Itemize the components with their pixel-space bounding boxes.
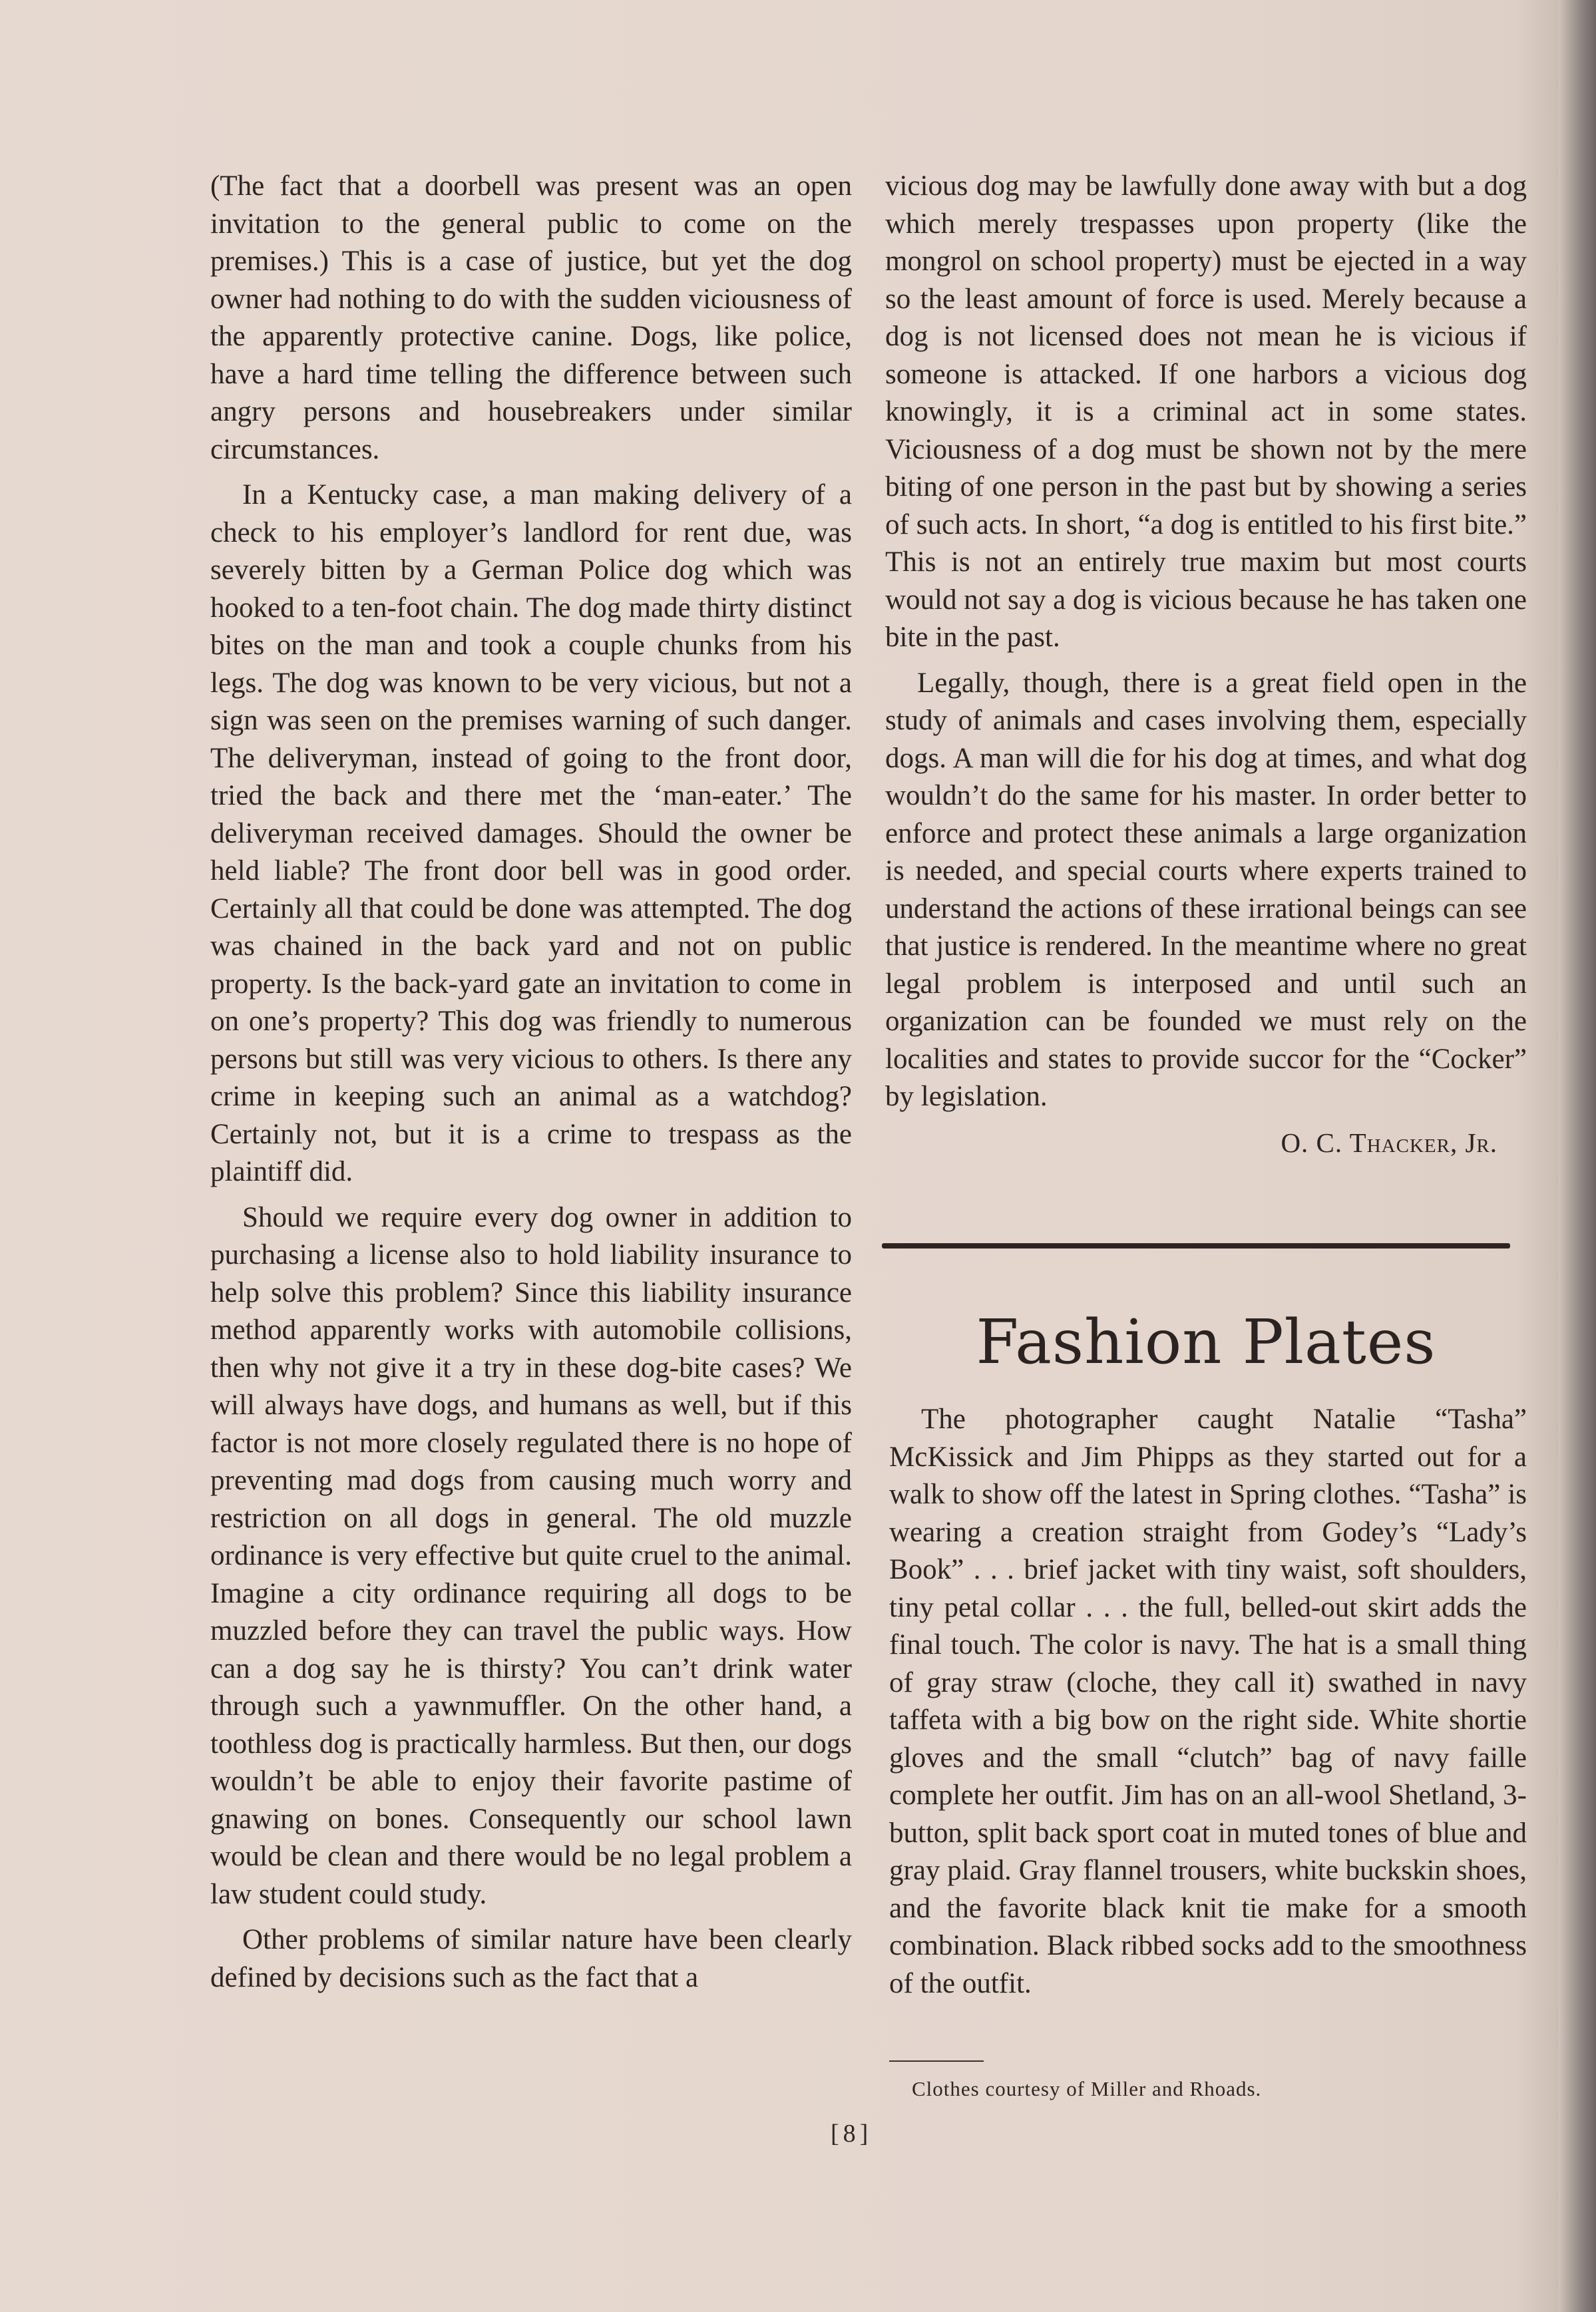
article-paragraph: Other problems of similar nature have been clearly defined by decisions such as the fact that a [210, 1924, 852, 1993]
left-article-column [210, 168, 852, 2005]
clothes-credit: Clothes courtesy of Miller and Rhoads. [912, 2077, 1262, 2100]
article-paragraph: Legally, though, there is a great field open in the study of animals and cases involving them, especially dogs. A man will die for his dog at times, and what dog wouldn’t do the same for his master. In order better to enforce and protect these animals a large organization is needed, and special courts where experts trained to understand the actions of these irrational beings can see that justice is rendered. In the meantime where no great legal problem is interposed and until such an organization can be founded we must rely on the localities and states to provide succor for the “Cocker” by legislation. [885, 667, 1527, 1112]
page-binding-edge [1559, 0, 1596, 2312]
article-paragraph: In a Kentucky case, a man making delivery of a check to his employer’s landlord for rent due, was severely bitten by a German Police dog which was hooked to a ten-foot chain. The dog made thirty distinct bites on the man and took a couple chunks from his legs. The dog was known to be very vicious, but not a sign was seen on the premises warning of such danger. The deliveryman, instead of going to the front door, tried the back and there met the ‘man-eater.’ The deliveryman received damages. Should the owner be held liable? The front door bell was in good order. Certainly all that could be done was attempted. The dog was chained in the back yard and not on public property. Is the back-yard gate an invitation to come in on one’s property? This dog was friendly to numerous persons but still was very vicious to others. Is there any crime in keeping such an animal as a watchdog? Certainly not, but it is a crime to trespass as the plaintiff did. [210, 479, 852, 1187]
article-paragraph: (The fact that a doorbell was present was an open invitation to the general public to come on the premises.) This is a case of justice, but yet the dog owner had nothing to do with the sudden viciousness of the apparently protective canine. Dogs, like police, have a hard time telling the difference between such angry persons and housebreakers under similar circumstances. [210, 170, 852, 465]
article-paragraph: Should we require every dog owner in addition to purchasing a license also to hold liability insurance to help solve this problem? Since this liability insurance method apparently works with automobile collisions, then why not give it a try in these dog-bite cases? We will always have dogs, and humans as well, but if this factor is not more closely regulated there is no hope of preventing mad dogs from causing much worry and restriction on all dogs in general. The old muzzle ordinance is very effective but quite cruel to the animal. Imagine a city ordinance requiring all dogs to be muzzled before they can travel the public ways. How can a dog say he is thirsty? You can’t drink water through such a yawnmuffler. On the other hand, a toothless dog is practically harmless. But then, our dogs wouldn’t be able to enjoy their favorite pastime of gnawing on bones. Consequently our school lawn would be clean and there would be no legal problem a law student could study. [210, 1201, 852, 1910]
credit-divider [889, 2060, 984, 2062]
fashion-heading: Fashion Plates [976, 1306, 1436, 1378]
right-article-column [885, 168, 1527, 1161]
section-divider [882, 1243, 1510, 1249]
author-name: O. C. Thacker, Jr. [1281, 1127, 1497, 1158]
page-number: [8] [831, 2120, 873, 2148]
author-byline [885, 1124, 1497, 1162]
fashion-paragraph: The photographer caught Natalie “Tasha” McKissick and Jim Phipps as they started out for a walk to show off the latest in Spring clothes. “Tasha” is wearing a creation straight from Godey’s “Lady’s Book” . . . brief jacket with tiny waist, soft shoulders, tiny petal collar . . . the full, belled-out skirt adds the final touch. The color is navy. The hat is a small thing of gray straw (cloche, they call it) swathed in navy taffeta with a big bow on the right side. White shortie gloves and the small “clutch” bag of navy faille complete her outfit. Jim has on an all-wool Shetland, 3-button, split back sport coat in muted tones of blue and gray plaid. Gray flannel trousers, white buckskin shoes, and the favorite black knit tie make for a smooth combination. Black ribbed socks add to the smoothness of the outfit. [889, 1404, 1527, 1999]
article-paragraph: vicious dog may be lawfully done away with but a dog which merely trespasses upon property (like the mongrol on school property) must be ejected in a way so the least amount of force is used. Merely because a dog is not licensed does not mean he is vicious if someone is attacked. If one harbors a vicious dog knowingly, it is a criminal act in some states. Viciousness of a dog must be shown not by the mere biting of one person in the past but by showing a series of such acts. In short, “a dog is entitled to his first bite.” This is not an entirely true maxim but most courts would not say a dog is vicious because he has taken one bite in the past. [885, 170, 1527, 653]
fashion-article [889, 1401, 1527, 2003]
